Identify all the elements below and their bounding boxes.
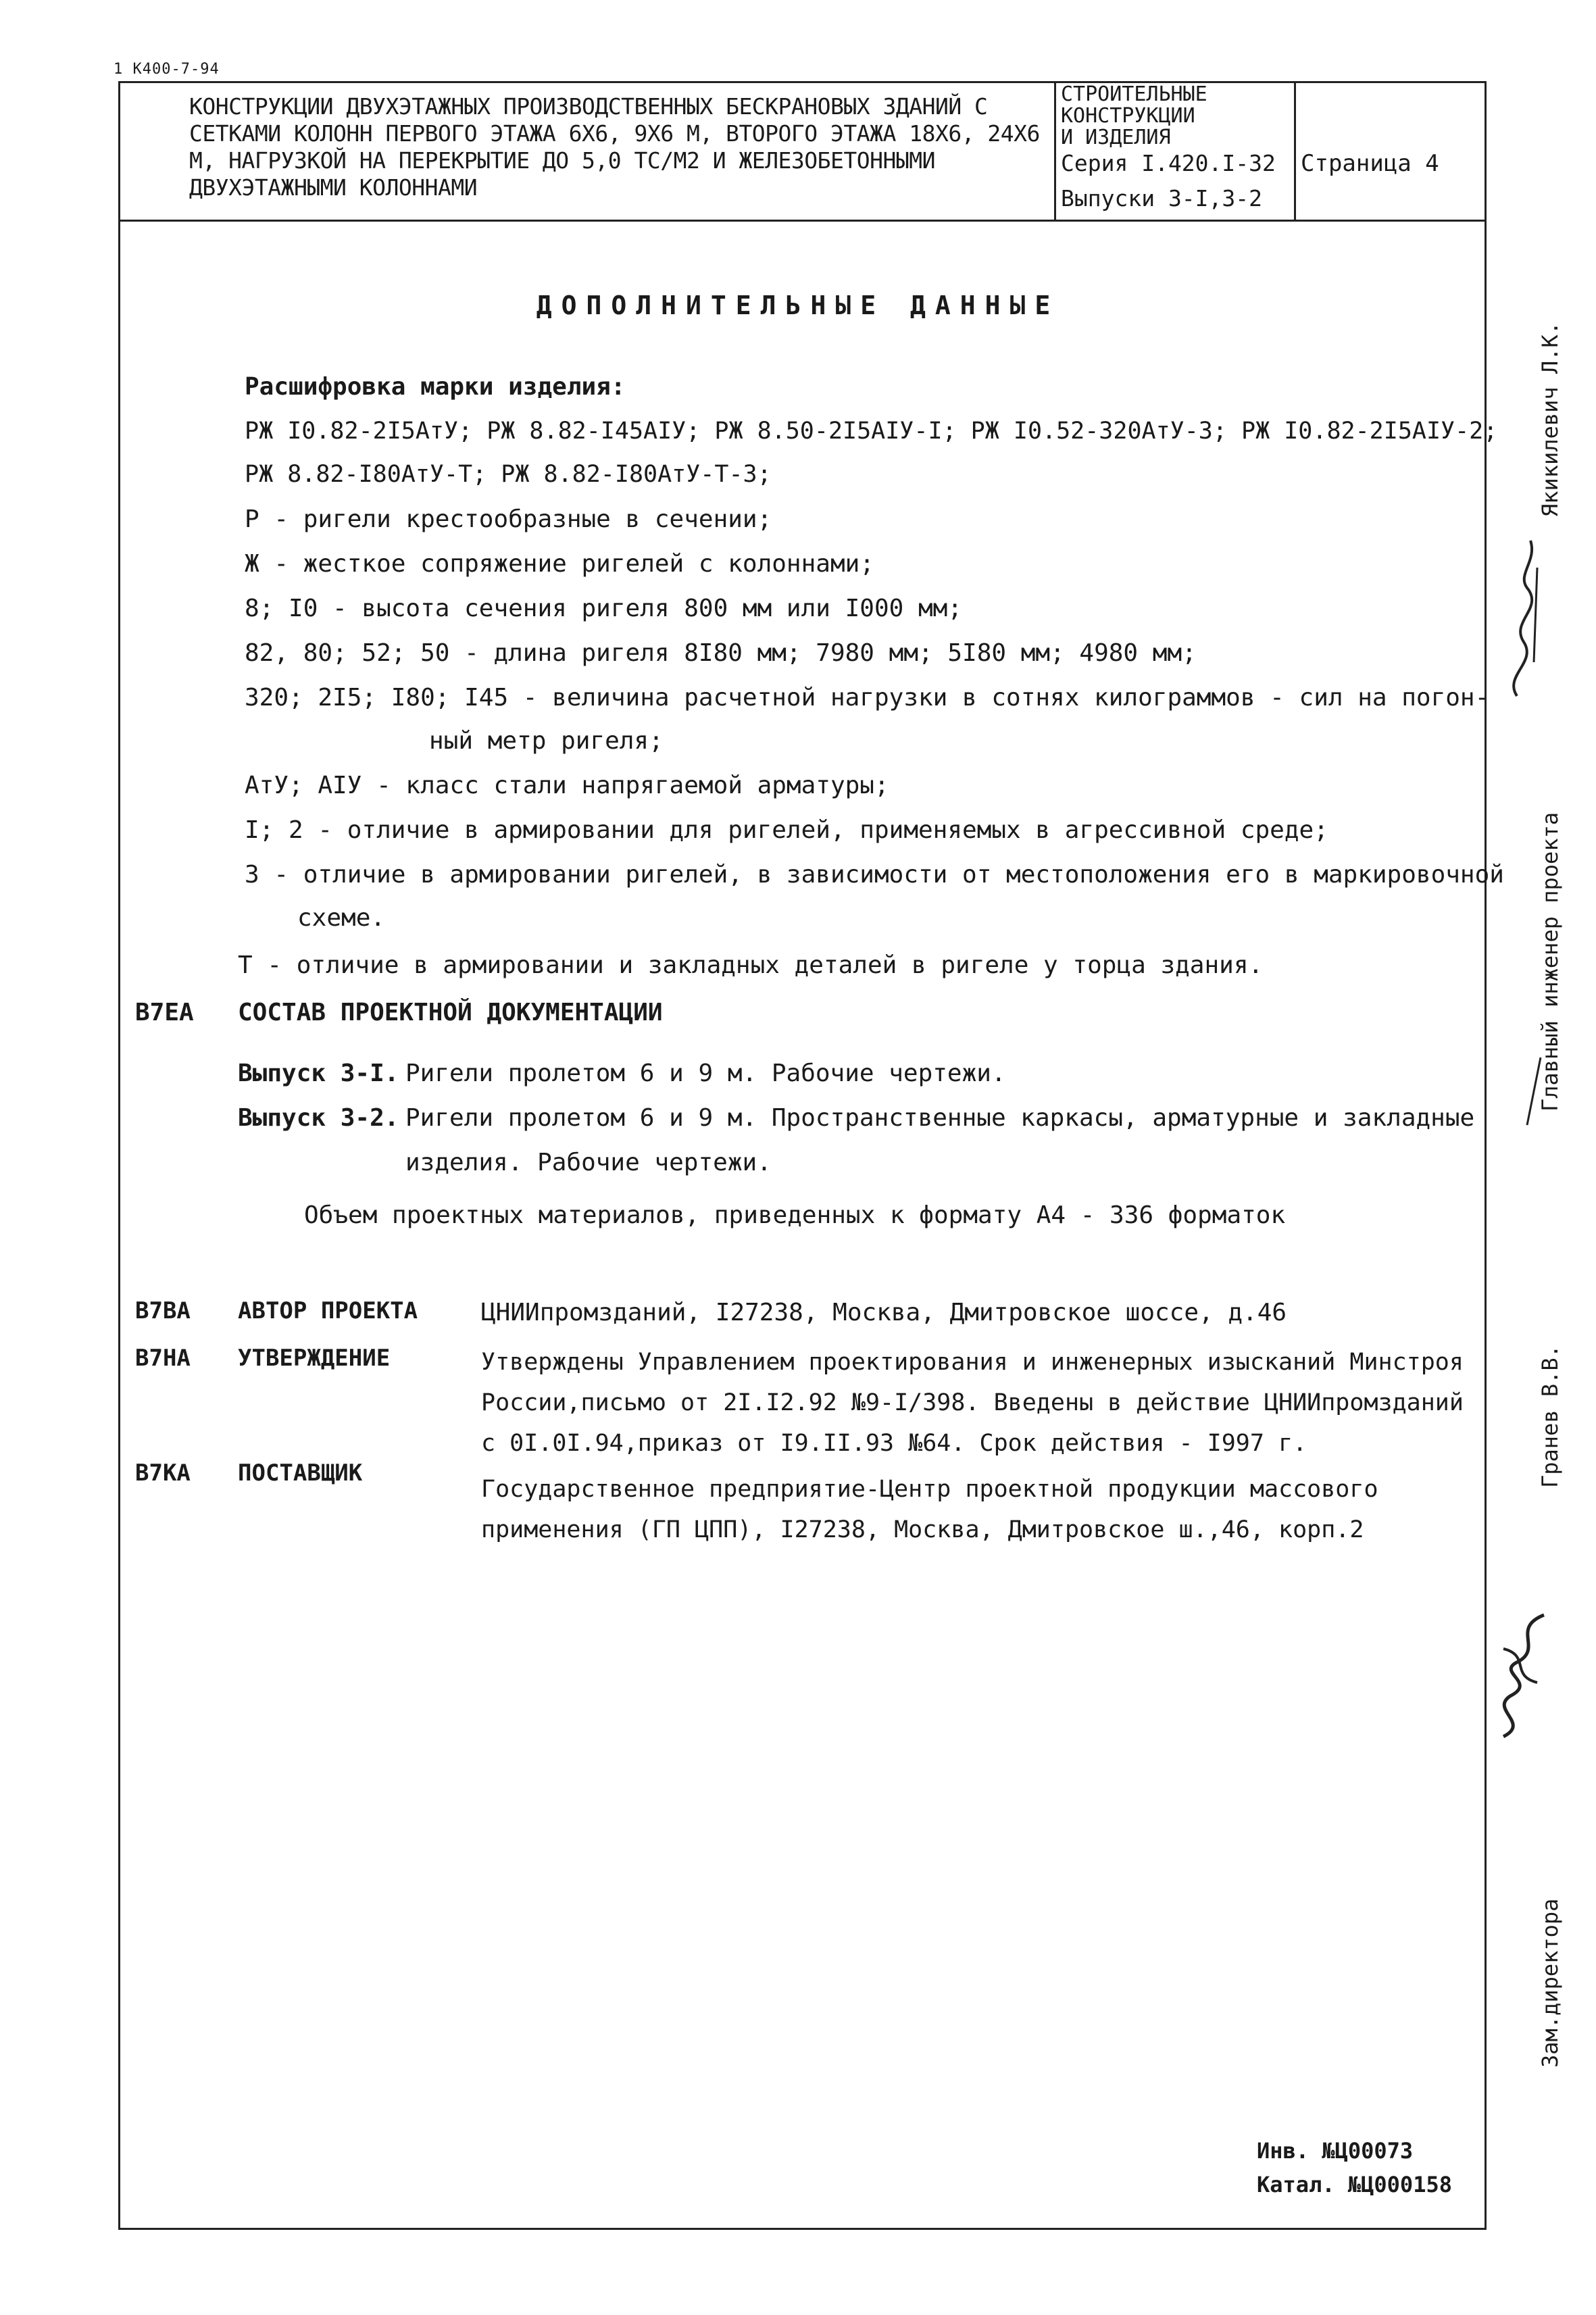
issue-label: Выпуск 3-I.: [238, 1060, 399, 1087]
side-role-deputy-director: Зам.директора: [1537, 1898, 1563, 2068]
decoding-item-cont: схеме.: [297, 904, 386, 932]
issue-label: Выпуск 3-2.: [238, 1104, 399, 1132]
decoding-item: 320; 2I5; I80; I45 - величина расчетной нагрузки в сотнях килограммов - сил на погон-: [245, 684, 1490, 712]
decoding-item: АтУ; АIУ - класс стали напрягаемой арматуры;: [245, 772, 889, 799]
issues-label: Выпуски 3-I,3-2: [1061, 185, 1263, 211]
header-column-divider: [1294, 81, 1296, 220]
info-text: применения (ГП ЦПП), I27238, Москва, Дмитровское ш.,46, корп.2: [481, 1516, 1364, 1543]
section-title: ДОПОЛНИТЕЛЬНЫЕ ДАННЫЕ: [536, 291, 1060, 320]
marks-line: РЖ I0.82-2I5АтУ; РЖ 8.82-I45АIУ; РЖ 8.50-2I5АIУ-I; РЖ I0.52-320АтУ-3; РЖ I0.82-2I5АIУ-2;: [245, 418, 1498, 445]
header-column-divider: [1054, 81, 1056, 220]
volume-note: Объем проектных материалов, приведенных к формату А4 - 336 форматок: [304, 1201, 1286, 1229]
side-name-granev: Гранев В.В.: [1537, 1345, 1563, 1488]
info-text: России,письмо от 2I.I2.92 №9-I/398. Введены в действие ЦНИИпромзданий: [481, 1389, 1464, 1416]
series-line: СТРОИТЕЛЬНЫЕ: [1061, 82, 1207, 106]
slash-mark: [1524, 1054, 1544, 1128]
issue-text-cont: изделия. Рабочие чертежи.: [405, 1149, 772, 1176]
decoding-item: I; 2 - отличие в армировании для ригелей, применяемых в агрессивной среде;: [245, 816, 1328, 844]
info-code: B7KA: [135, 1460, 191, 1487]
page-number: Страница 4: [1301, 150, 1439, 177]
series-block: [1061, 84, 1291, 209]
info-text: с 0I.0I.94,приказ от I9.II.93 №64. Срок действия - I997 г.: [481, 1430, 1307, 1457]
marks-line: РЖ 8.82-I80АтУ-Т; РЖ 8.82-I80АтУ-Т-3;: [245, 461, 772, 488]
issue-text: Ригели пролетом 6 и 9 м. Рабочие чертежи.: [405, 1060, 1006, 1087]
info-code: B7BA: [135, 1297, 191, 1324]
decoding-item: Т - отличие в армировании и закладных деталей в ригеле у торца здания.: [238, 951, 1264, 979]
info-text: Утверждены Управлением проектирования и инженерных изысканий Минстроя: [481, 1349, 1464, 1376]
side-name-chief-engineer: Якикилевич Л.К.: [1537, 322, 1563, 517]
series-number: Серия I.420.I-32: [1061, 150, 1276, 176]
side-role-chief-engineer: Главный инженер проекта: [1537, 812, 1563, 1112]
decoding-item: 3 - отличие в армировании ригелей, в зависимости от местоположения его в маркировочной: [245, 861, 1504, 889]
issue-text: Ригели пролетом 6 и 9 м. Пространственные каркасы, арматурные и закладные: [405, 1104, 1475, 1132]
decoding-item: 8; I0 - высота сечения ригеля 800 мм или I000 мм;: [245, 595, 963, 622]
decoding-item: Р - ригели крестообразные в сечении;: [245, 505, 772, 533]
info-label: УТВЕРЖДЕНИЕ: [238, 1345, 391, 1372]
header-divider: [118, 220, 1487, 222]
document-code: 1 К400-7-94: [114, 61, 220, 78]
decoding-heading: Расшифровка марки изделия:: [245, 373, 626, 401]
decoding-item: 82, 80; 52; 50 - длина ригеля 8I80 мм; 7980 мм; 5I80 мм; 4980 мм;: [245, 639, 1197, 667]
signature-chief-engineer: [1497, 527, 1557, 703]
signature-granev: [1483, 1608, 1564, 1743]
info-text: Государственное предприятие-Центр проектной продукции массового: [481, 1476, 1378, 1503]
info-label: ПОСТАВЩИК: [238, 1460, 363, 1487]
page-frame: [118, 81, 1490, 2230]
document-title: КОНСТРУКЦИИ ДВУХЭТАЖНЫХ ПРОИЗВОДСТВЕННЫХ БЕСКРАНОВЫХ ЗДАНИЙ С СЕТКАМИ КОЛОНН ПЕРВОГО ЭТАЖА 6Х6, 9Х6 М, ВТОРОГО ЭТАЖА 18Х6, 24Х6 М, НАГРУЗКОЙ НА ПЕРЕКРЫТИЕ ДО 5,0 ТС/М2 И ЖЕЛЕЗОБЕТОННЫМИ ДВУХЭТАЖНЫМИ КОЛОННАМИ: [189, 93, 1040, 201]
inventory-number: Инв. №Ц00073: [1257, 2138, 1414, 2164]
series-line: И ИЗДЕЛИЯ: [1061, 126, 1171, 149]
decoding-item-cont: ный метр ригеля;: [429, 727, 664, 755]
decoding-item: Ж - жесткое сопряжение ригелей с колоннами;: [245, 550, 874, 578]
info-code: B7HA: [135, 1345, 191, 1372]
composition-code: B7EA: [135, 999, 194, 1026]
footer-block: [1257, 2134, 1452, 2201]
composition-heading: СОСТАВ ПРОЕКТНОЙ ДОКУМЕНТАЦИИ: [238, 999, 663, 1026]
catalog-number: Катал. №Ц000158: [1257, 2172, 1452, 2197]
series-line: КОНСТРУКЦИИ: [1061, 104, 1195, 128]
info-text: ЦНИИпромзданий, I27238, Москва, Дмитровское шоссе, д.46: [481, 1299, 1287, 1326]
info-label: АВТОР ПРОЕКТА: [238, 1297, 418, 1324]
